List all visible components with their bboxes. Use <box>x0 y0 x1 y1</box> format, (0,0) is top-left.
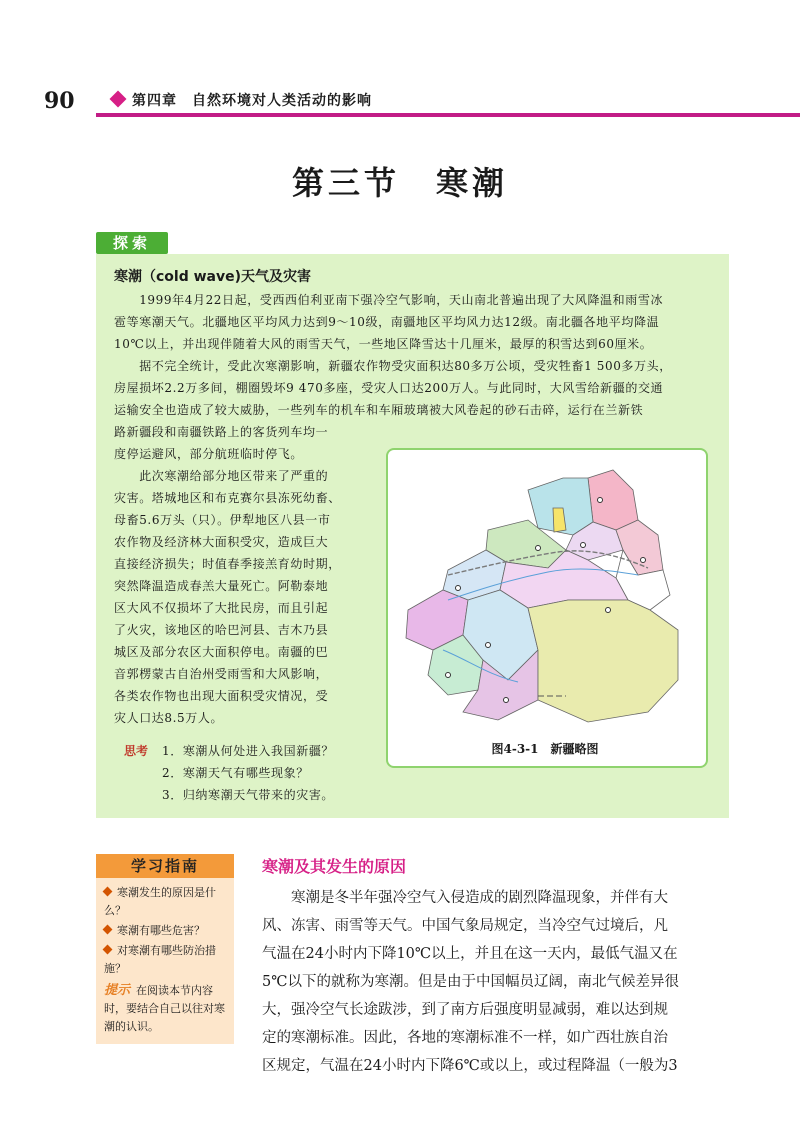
think-question: 2．寒潮天气有哪些现象？ <box>162 766 309 780</box>
explore-line: 突然降温造成春羔大量死亡。阿勒泰地 <box>114 579 329 593</box>
think-label: 思考 <box>124 744 149 758</box>
explore-line: 1999年4月22日起，受西西伯利亚南下强冷空气影响，天山南北普遍出现了大风降温和雨雪冰 <box>114 293 664 307</box>
guide-item: 对寒潮有哪些防治措施？ <box>104 944 216 975</box>
explore-line: 城区及部分农区大面积停电。南疆的巴 <box>114 645 329 659</box>
explore-line: 度停运避风，部分航班临时停飞。 <box>114 447 304 461</box>
explore-tab: 探索 <box>96 232 168 254</box>
study-guide-tab: 学习指南 <box>96 854 234 878</box>
xinjiang-map-drawing <box>388 450 706 766</box>
body-line: 气温在24小时内下降10℃以上，并且在这一天内，最低气温又在 <box>262 946 678 962</box>
explore-line: 农作物及经济林大面积受灾，造成巨大 <box>114 535 329 549</box>
body-line: 寒潮是冬半年强冷空气入侵造成的剧烈降温现象，并伴有大 <box>262 890 668 906</box>
explore-line: 10℃以上，并出现伴随着大风的雨雪天气，一些地区降雪达十几厘米，最厚的积雪达到60厘米。 <box>114 337 653 351</box>
diamond-bullet-icon <box>103 925 113 935</box>
xinjiang-map <box>386 448 708 768</box>
explore-line: 路新疆段和南疆铁路上的客货列车均一 <box>114 425 329 439</box>
diamond-bullet-icon <box>103 887 113 897</box>
diamond-bullet-icon <box>110 91 127 108</box>
map-caption: 图4-3-1 新疆略图 <box>491 742 599 756</box>
section-title: 第三节 寒潮 <box>291 164 508 202</box>
explore-line: 运输安全也造成了较大威胁，一些列车的机车和车厢玻璃被大风卷起的砂石击碎，运行在兰新铁 <box>114 403 644 417</box>
explore-line: 此次寒潮给部分地区带来了严重的 <box>114 469 329 483</box>
explore-line: 直接经济损失；时值春季接羔育幼时期， <box>114 557 341 571</box>
hint-label: 提示 <box>104 983 131 998</box>
sub-heading: 寒潮及其发生的原因 <box>262 857 407 876</box>
diamond-bullet-icon <box>103 945 113 955</box>
body-line: 大，强冷空气长途跋涉，到了南方后强度明显减弱，难以达到规 <box>262 1002 668 1018</box>
body-line: 风、冻害、雨雪等天气。中国气象局规定，当冷空气过境后，凡 <box>262 918 668 934</box>
hint-text: 在阅读本节内容时，要结合自己以往对寒潮的认识。 <box>104 984 225 1033</box>
explore-line: 据不完全统计，受此次寒潮影响，新疆农作物受灾面积达80多万公顷，受灾牲畜1 500多万头， <box>114 359 672 373</box>
explore-line: 音郭楞蒙古自治州受雨雪和大风影响， <box>114 667 329 681</box>
think-question: 1．寒潮从何处进入我国新疆？ <box>162 744 335 758</box>
explore-line: 灾人口达8.5万人。 <box>114 711 224 725</box>
guide-hint <box>104 982 230 1036</box>
body-line: 定的寒潮标准。因此，各地的寒潮标准不一样，如广西壮族自治 <box>262 1030 668 1046</box>
page-number: 90 <box>44 88 75 114</box>
explore-line: 雹等寒潮天气。北疆地区平均风力达到9～10级，南疆地区平均风力达12级。南北疆各地平均降温 <box>114 315 660 329</box>
explore-line: 各类农作物也出现大面积受灾情况，受 <box>114 689 329 703</box>
header-rule <box>96 113 800 117</box>
explore-line: 了火灾，该地区的哈巴河县、吉木乃县 <box>114 623 329 637</box>
explore-line: 房屋损坏2.2万多间，棚圈毁坏9 470多座，受灾人口达200万人。与此同时，大风雪给新疆的交通 <box>114 381 664 395</box>
explore-line: 区大风不仅损坏了大批民房，而且引起 <box>114 601 329 615</box>
body-line: 5℃以下的就称为寒潮。但是由于中国幅员辽阔，南北气候差异很 <box>262 974 679 990</box>
guide-item: 寒潮有哪些危害？ <box>104 922 230 940</box>
explore-heading: 寒潮（cold wave)天气及灾害 <box>114 269 312 285</box>
explore-line: 母畜5.6万头（只）。伊犁地区八县一市 <box>114 513 331 527</box>
think-question: 3．归纳寒潮天气带来的灾害。 <box>162 788 335 802</box>
guide-item: 寒潮发生的原因是什么？ <box>104 886 216 917</box>
body-line: 区规定，气温在24小时内下降6℃或以上，或过程降温（一般为3 <box>262 1058 678 1074</box>
chapter-title: 第四章 自然环境对人类活动的影响 <box>132 93 372 109</box>
explore-line: 灾害。塔城地区和布克赛尔县冻死幼畜、 <box>114 491 341 505</box>
